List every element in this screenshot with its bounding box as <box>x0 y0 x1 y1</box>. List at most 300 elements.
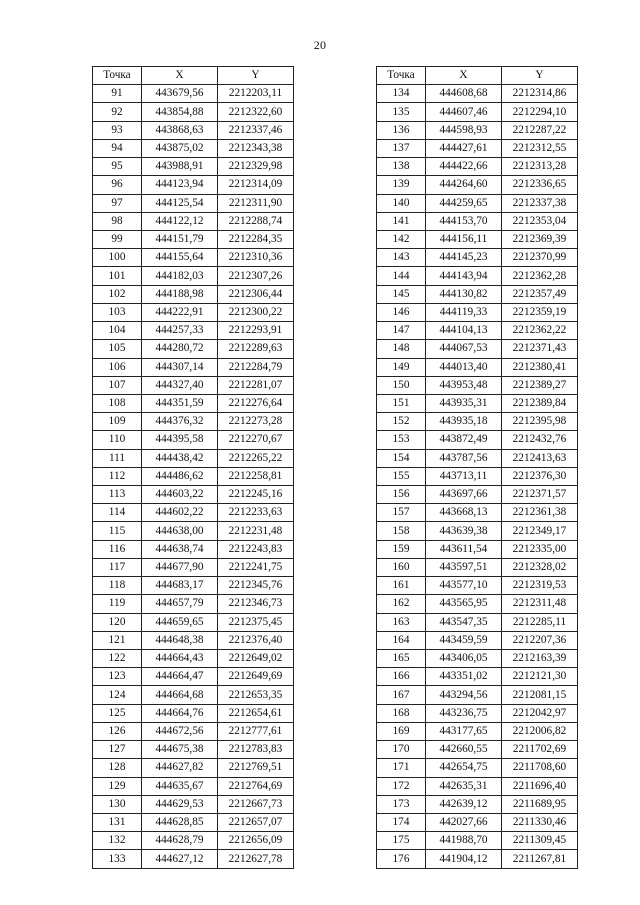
point-number-cell: 150 <box>377 376 426 394</box>
x-coordinate-cell: 444672,56 <box>142 722 218 740</box>
table-row <box>377 486 578 504</box>
point-number-cell: 112 <box>93 467 142 485</box>
x-coordinate-cell: 444664,43 <box>142 650 218 668</box>
point-number-cell: 157 <box>377 504 426 522</box>
point-number-cell: 160 <box>377 558 426 576</box>
point-number-cell: 142 <box>377 230 426 248</box>
y-coordinate-cell: 2212380,41 <box>502 358 578 376</box>
table-row <box>93 121 294 139</box>
point-number-cell: 108 <box>93 394 142 412</box>
table-row <box>93 376 294 394</box>
point-number-cell: 133 <box>93 850 142 868</box>
x-coordinate-cell: 442660,55 <box>426 741 502 759</box>
table-row <box>377 540 578 558</box>
table-row <box>377 467 578 485</box>
y-coordinate-cell: 2212203,11 <box>218 85 294 103</box>
table-row <box>93 486 294 504</box>
point-number-cell: 165 <box>377 650 426 668</box>
table-row <box>377 340 578 358</box>
x-coordinate-cell: 444145,23 <box>426 249 502 267</box>
table-row <box>377 577 578 595</box>
x-coordinate-cell: 444155,64 <box>142 249 218 267</box>
point-number-cell: 117 <box>93 558 142 576</box>
y-coordinate-cell: 2212241,75 <box>218 558 294 576</box>
x-coordinate-cell: 444607,46 <box>426 103 502 121</box>
table-row <box>377 813 578 831</box>
x-coordinate-cell: 444638,00 <box>142 522 218 540</box>
x-coordinate-cell: 444598,93 <box>426 121 502 139</box>
y-coordinate-cell: 2212627,78 <box>218 850 294 868</box>
x-coordinate-cell: 444153,70 <box>426 212 502 230</box>
point-number-cell: 110 <box>93 431 142 449</box>
table-row <box>93 613 294 631</box>
x-coordinate-cell: 443872,49 <box>426 431 502 449</box>
x-coordinate-cell: 443697,66 <box>426 486 502 504</box>
point-number-cell: 166 <box>377 668 426 686</box>
y-coordinate-cell: 2212245,16 <box>218 486 294 504</box>
y-coordinate-cell: 2212369,39 <box>502 230 578 248</box>
table-row <box>377 413 578 431</box>
x-coordinate-cell: 443854,88 <box>142 103 218 121</box>
y-coordinate-cell: 2212284,35 <box>218 230 294 248</box>
y-coordinate-cell: 2211267,81 <box>502 850 578 868</box>
point-number-cell: 107 <box>93 376 142 394</box>
point-number-cell: 119 <box>93 595 142 613</box>
x-coordinate-cell: 444013,40 <box>426 358 502 376</box>
point-number-cell: 140 <box>377 194 426 212</box>
y-coordinate-cell: 2212337,46 <box>218 121 294 139</box>
y-coordinate-cell: 2212336,65 <box>502 176 578 194</box>
y-coordinate-cell: 2212231,48 <box>218 522 294 540</box>
y-coordinate-cell: 2212649,69 <box>218 668 294 686</box>
x-coordinate-cell: 444659,65 <box>142 613 218 631</box>
x-coordinate-cell: 444603,22 <box>142 486 218 504</box>
table-row <box>93 230 294 248</box>
x-coordinate-cell: 444143,94 <box>426 267 502 285</box>
point-number-cell: 147 <box>377 322 426 340</box>
point-number-cell: 92 <box>93 103 142 121</box>
x-coordinate-cell: 443953,48 <box>426 376 502 394</box>
point-number-cell: 158 <box>377 522 426 540</box>
point-number-cell: 169 <box>377 722 426 740</box>
x-coordinate-cell: 444222,91 <box>142 303 218 321</box>
y-coordinate-cell: 2212371,43 <box>502 340 578 358</box>
y-coordinate-cell: 2212163,39 <box>502 650 578 668</box>
table-row <box>377 394 578 412</box>
x-coordinate-cell: 442635,31 <box>426 777 502 795</box>
table-row <box>377 759 578 777</box>
x-coordinate-cell: 444264,60 <box>426 176 502 194</box>
point-number-cell: 153 <box>377 431 426 449</box>
point-number-cell: 175 <box>377 832 426 850</box>
point-number-cell: 109 <box>93 413 142 431</box>
point-number-cell: 128 <box>93 759 142 777</box>
y-coordinate-cell: 2212313,28 <box>502 158 578 176</box>
point-number-cell: 132 <box>93 832 142 850</box>
y-coordinate-cell: 2212207,36 <box>502 631 578 649</box>
table-row <box>93 285 294 303</box>
table-row <box>93 522 294 540</box>
x-coordinate-cell: 444486,62 <box>142 467 218 485</box>
x-coordinate-cell: 444602,22 <box>142 504 218 522</box>
y-coordinate-cell: 2212335,00 <box>502 540 578 558</box>
y-coordinate-cell: 2212276,64 <box>218 394 294 412</box>
table-row <box>93 795 294 813</box>
x-coordinate-cell: 444122,12 <box>142 212 218 230</box>
x-coordinate-cell: 443679,56 <box>142 85 218 103</box>
table-row <box>93 759 294 777</box>
y-coordinate-cell: 2212273,28 <box>218 413 294 431</box>
y-coordinate-cell: 2212376,40 <box>218 631 294 649</box>
y-coordinate-cell: 2211689,95 <box>502 795 578 813</box>
point-number-cell: 127 <box>93 741 142 759</box>
x-coordinate-cell: 444257,33 <box>142 322 218 340</box>
table-row <box>93 303 294 321</box>
y-coordinate-cell: 2212349,17 <box>502 522 578 540</box>
y-coordinate-cell: 2212337,38 <box>502 194 578 212</box>
table-row <box>377 650 578 668</box>
table-row <box>377 249 578 267</box>
table-row <box>93 686 294 704</box>
point-number-cell: 151 <box>377 394 426 412</box>
point-number-cell: 93 <box>93 121 142 139</box>
x-coordinate-cell: 443577,10 <box>426 577 502 595</box>
table-row <box>93 358 294 376</box>
y-coordinate-cell: 2212649,02 <box>218 650 294 668</box>
x-coordinate-cell: 444188,98 <box>142 285 218 303</box>
y-coordinate-cell: 2212319,53 <box>502 577 578 595</box>
x-coordinate-cell: 443935,18 <box>426 413 502 431</box>
table-row <box>93 832 294 850</box>
x-coordinate-cell: 444628,79 <box>142 832 218 850</box>
table-row <box>377 722 578 740</box>
x-coordinate-cell: 443351,02 <box>426 668 502 686</box>
table-row <box>93 540 294 558</box>
x-coordinate-cell: 444395,58 <box>142 431 218 449</box>
point-number-cell: 145 <box>377 285 426 303</box>
point-number-cell: 171 <box>377 759 426 777</box>
y-coordinate-cell: 2212389,27 <box>502 376 578 394</box>
y-coordinate-cell: 2212270,67 <box>218 431 294 449</box>
y-coordinate-cell: 2212769,51 <box>218 759 294 777</box>
point-number-cell: 173 <box>377 795 426 813</box>
y-coordinate-cell: 2212042,97 <box>502 704 578 722</box>
x-coordinate-cell: 444151,79 <box>142 230 218 248</box>
y-coordinate-cell: 2212312,55 <box>502 139 578 157</box>
x-coordinate-cell: 443547,35 <box>426 613 502 631</box>
y-coordinate-cell: 2212294,10 <box>502 103 578 121</box>
x-coordinate-cell: 444627,12 <box>142 850 218 868</box>
x-coordinate-cell: 444422,66 <box>426 158 502 176</box>
x-coordinate-cell: 443668,13 <box>426 504 502 522</box>
y-coordinate-cell: 2212329,98 <box>218 158 294 176</box>
y-coordinate-cell: 2212311,90 <box>218 194 294 212</box>
x-coordinate-cell: 444280,72 <box>142 340 218 358</box>
x-coordinate-cell: 443177,65 <box>426 722 502 740</box>
table-row <box>377 322 578 340</box>
point-number-cell: 161 <box>377 577 426 595</box>
x-coordinate-cell: 444608,68 <box>426 85 502 103</box>
y-coordinate-cell: 2212370,99 <box>502 249 578 267</box>
y-coordinate-cell: 2212284,79 <box>218 358 294 376</box>
y-coordinate-cell: 2212285,11 <box>502 613 578 631</box>
table-row <box>93 322 294 340</box>
table-row <box>93 813 294 831</box>
header-point: Точка <box>377 67 426 85</box>
x-coordinate-cell: 444677,90 <box>142 558 218 576</box>
x-coordinate-cell: 442027,66 <box>426 813 502 831</box>
y-coordinate-cell: 2212314,09 <box>218 176 294 194</box>
point-number-cell: 139 <box>377 176 426 194</box>
point-number-cell: 102 <box>93 285 142 303</box>
x-coordinate-cell: 444327,40 <box>142 376 218 394</box>
x-coordinate-cell: 443868,63 <box>142 121 218 139</box>
point-number-cell: 162 <box>377 595 426 613</box>
point-number-cell: 134 <box>377 85 426 103</box>
table-row <box>93 650 294 668</box>
x-coordinate-cell: 444351,59 <box>142 394 218 412</box>
y-coordinate-cell: 2212258,81 <box>218 467 294 485</box>
y-coordinate-cell: 2212783,83 <box>218 741 294 759</box>
point-number-cell: 104 <box>93 322 142 340</box>
x-coordinate-cell: 443611,54 <box>426 540 502 558</box>
y-coordinate-cell: 2212345,76 <box>218 577 294 595</box>
table-row <box>377 686 578 704</box>
x-coordinate-cell: 441988,70 <box>426 832 502 850</box>
table-row <box>377 194 578 212</box>
y-coordinate-cell: 2212281,07 <box>218 376 294 394</box>
point-number-cell: 156 <box>377 486 426 504</box>
x-coordinate-cell: 444259,65 <box>426 194 502 212</box>
table-row <box>377 704 578 722</box>
point-number-cell: 164 <box>377 631 426 649</box>
x-coordinate-cell: 443294,56 <box>426 686 502 704</box>
x-coordinate-cell: 444427,61 <box>426 139 502 157</box>
point-number-cell: 114 <box>93 504 142 522</box>
table-row <box>377 212 578 230</box>
y-coordinate-cell: 2211330,46 <box>502 813 578 831</box>
point-number-cell: 97 <box>93 194 142 212</box>
point-number-cell: 130 <box>93 795 142 813</box>
table-row <box>377 850 578 868</box>
x-coordinate-cell: 443875,02 <box>142 139 218 157</box>
point-number-cell: 106 <box>93 358 142 376</box>
y-coordinate-cell: 2212307,26 <box>218 267 294 285</box>
table-row <box>377 522 578 540</box>
x-coordinate-cell: 444067,53 <box>426 340 502 358</box>
x-coordinate-cell: 441904,12 <box>426 850 502 868</box>
x-coordinate-cell: 444104,13 <box>426 322 502 340</box>
x-coordinate-cell: 444438,42 <box>142 449 218 467</box>
y-coordinate-cell: 2212667,73 <box>218 795 294 813</box>
table-row <box>377 121 578 139</box>
table-row <box>377 103 578 121</box>
point-number-cell: 131 <box>93 813 142 831</box>
x-coordinate-cell: 444627,82 <box>142 759 218 777</box>
x-coordinate-cell: 443988,91 <box>142 158 218 176</box>
point-number-cell: 141 <box>377 212 426 230</box>
point-number-cell: 146 <box>377 303 426 321</box>
y-coordinate-cell: 2212359,19 <box>502 303 578 321</box>
table-row <box>377 139 578 157</box>
table-row <box>377 741 578 759</box>
x-coordinate-cell: 444629,53 <box>142 795 218 813</box>
y-coordinate-cell: 2212413,63 <box>502 449 578 467</box>
point-number-cell: 154 <box>377 449 426 467</box>
y-coordinate-cell: 2211309,45 <box>502 832 578 850</box>
y-coordinate-cell: 2212389,84 <box>502 394 578 412</box>
point-number-cell: 116 <box>93 540 142 558</box>
y-coordinate-cell: 2212121,30 <box>502 668 578 686</box>
y-coordinate-cell: 2212395,98 <box>502 413 578 431</box>
x-coordinate-cell: 444648,38 <box>142 631 218 649</box>
table-row <box>93 212 294 230</box>
x-coordinate-cell: 443639,38 <box>426 522 502 540</box>
table-row <box>93 722 294 740</box>
y-coordinate-cell: 2212265,22 <box>218 449 294 467</box>
x-coordinate-cell: 443236,75 <box>426 704 502 722</box>
x-coordinate-cell: 444664,76 <box>142 704 218 722</box>
point-number-cell: 144 <box>377 267 426 285</box>
table-row <box>93 467 294 485</box>
table-row <box>377 795 578 813</box>
table-row <box>93 413 294 431</box>
point-number-cell: 129 <box>93 777 142 795</box>
y-coordinate-cell: 2211702,69 <box>502 741 578 759</box>
y-coordinate-cell: 2212310,36 <box>218 249 294 267</box>
x-coordinate-cell: 444628,85 <box>142 813 218 831</box>
x-coordinate-cell: 444125,54 <box>142 194 218 212</box>
point-number-cell: 115 <box>93 522 142 540</box>
table-row <box>93 504 294 522</box>
y-coordinate-cell: 2212653,35 <box>218 686 294 704</box>
x-coordinate-cell: 444664,47 <box>142 668 218 686</box>
point-number-cell: 111 <box>93 449 142 467</box>
y-coordinate-cell: 2212777,61 <box>218 722 294 740</box>
point-number-cell: 135 <box>377 103 426 121</box>
table-row <box>377 285 578 303</box>
point-number-cell: 138 <box>377 158 426 176</box>
x-coordinate-cell: 444376,32 <box>142 413 218 431</box>
point-number-cell: 95 <box>93 158 142 176</box>
table-row <box>93 668 294 686</box>
table-row <box>93 777 294 795</box>
y-coordinate-cell: 2212362,28 <box>502 267 578 285</box>
x-coordinate-cell: 442654,75 <box>426 759 502 777</box>
y-coordinate-cell: 2212289,63 <box>218 340 294 358</box>
table-row <box>377 358 578 376</box>
point-number-cell: 113 <box>93 486 142 504</box>
table-header-row <box>377 67 578 85</box>
y-coordinate-cell: 2212357,49 <box>502 285 578 303</box>
point-number-cell: 100 <box>93 249 142 267</box>
table-row <box>93 850 294 868</box>
x-coordinate-cell: 443787,56 <box>426 449 502 467</box>
point-number-cell: 174 <box>377 813 426 831</box>
x-coordinate-cell: 442639,12 <box>426 795 502 813</box>
table-row <box>377 267 578 285</box>
point-number-cell: 159 <box>377 540 426 558</box>
point-number-cell: 170 <box>377 741 426 759</box>
y-coordinate-cell: 2212233,63 <box>218 504 294 522</box>
table-row <box>377 449 578 467</box>
point-number-cell: 155 <box>377 467 426 485</box>
table-row <box>93 704 294 722</box>
x-coordinate-cell: 444182,03 <box>142 267 218 285</box>
x-coordinate-cell: 443597,51 <box>426 558 502 576</box>
y-coordinate-cell: 2212293,91 <box>218 322 294 340</box>
y-coordinate-cell: 2212657,07 <box>218 813 294 831</box>
point-number-cell: 122 <box>93 650 142 668</box>
x-coordinate-cell: 443565,95 <box>426 595 502 613</box>
table-row <box>377 230 578 248</box>
x-coordinate-cell: 444683,17 <box>142 577 218 595</box>
x-coordinate-cell: 444664,68 <box>142 686 218 704</box>
y-coordinate-cell: 2212764,69 <box>218 777 294 795</box>
x-coordinate-cell: 443406,05 <box>426 650 502 668</box>
table-row <box>377 777 578 795</box>
coordinates-table-right <box>376 66 578 869</box>
point-number-cell: 94 <box>93 139 142 157</box>
table-row <box>93 194 294 212</box>
table-row <box>377 303 578 321</box>
table-row <box>377 668 578 686</box>
table-row <box>93 158 294 176</box>
point-number-cell: 167 <box>377 686 426 704</box>
table-row <box>377 832 578 850</box>
y-coordinate-cell: 2212361,38 <box>502 504 578 522</box>
y-coordinate-cell: 2212328,02 <box>502 558 578 576</box>
y-coordinate-cell: 2212322,60 <box>218 103 294 121</box>
point-number-cell: 163 <box>377 613 426 631</box>
y-coordinate-cell: 2212375,45 <box>218 613 294 631</box>
coordinates-table-left <box>92 66 294 869</box>
point-number-cell: 125 <box>93 704 142 722</box>
point-number-cell: 123 <box>93 668 142 686</box>
point-number-cell: 149 <box>377 358 426 376</box>
point-number-cell: 148 <box>377 340 426 358</box>
y-coordinate-cell: 2212654,61 <box>218 704 294 722</box>
y-coordinate-cell: 2212287,22 <box>502 121 578 139</box>
y-coordinate-cell: 2212371,57 <box>502 486 578 504</box>
table-row <box>93 431 294 449</box>
point-number-cell: 105 <box>93 340 142 358</box>
x-coordinate-cell: 444657,79 <box>142 595 218 613</box>
x-coordinate-cell: 444123,94 <box>142 176 218 194</box>
table-row <box>377 558 578 576</box>
point-number-cell: 168 <box>377 704 426 722</box>
table-row <box>93 85 294 103</box>
y-coordinate-cell: 2212362,22 <box>502 322 578 340</box>
table-row <box>93 139 294 157</box>
y-coordinate-cell: 2212656,09 <box>218 832 294 850</box>
y-coordinate-cell: 2211708,60 <box>502 759 578 777</box>
table-row <box>93 267 294 285</box>
table-row <box>93 558 294 576</box>
header-y: Y <box>502 67 578 85</box>
x-coordinate-cell: 443713,11 <box>426 467 502 485</box>
y-coordinate-cell: 2212311,48 <box>502 595 578 613</box>
y-coordinate-cell: 2212314,86 <box>502 85 578 103</box>
y-coordinate-cell: 2212376,30 <box>502 467 578 485</box>
point-number-cell: 143 <box>377 249 426 267</box>
y-coordinate-cell: 2212306,44 <box>218 285 294 303</box>
point-number-cell: 152 <box>377 413 426 431</box>
table-row <box>377 504 578 522</box>
point-number-cell: 101 <box>93 267 142 285</box>
table-row <box>377 158 578 176</box>
header-x: X <box>426 67 502 85</box>
